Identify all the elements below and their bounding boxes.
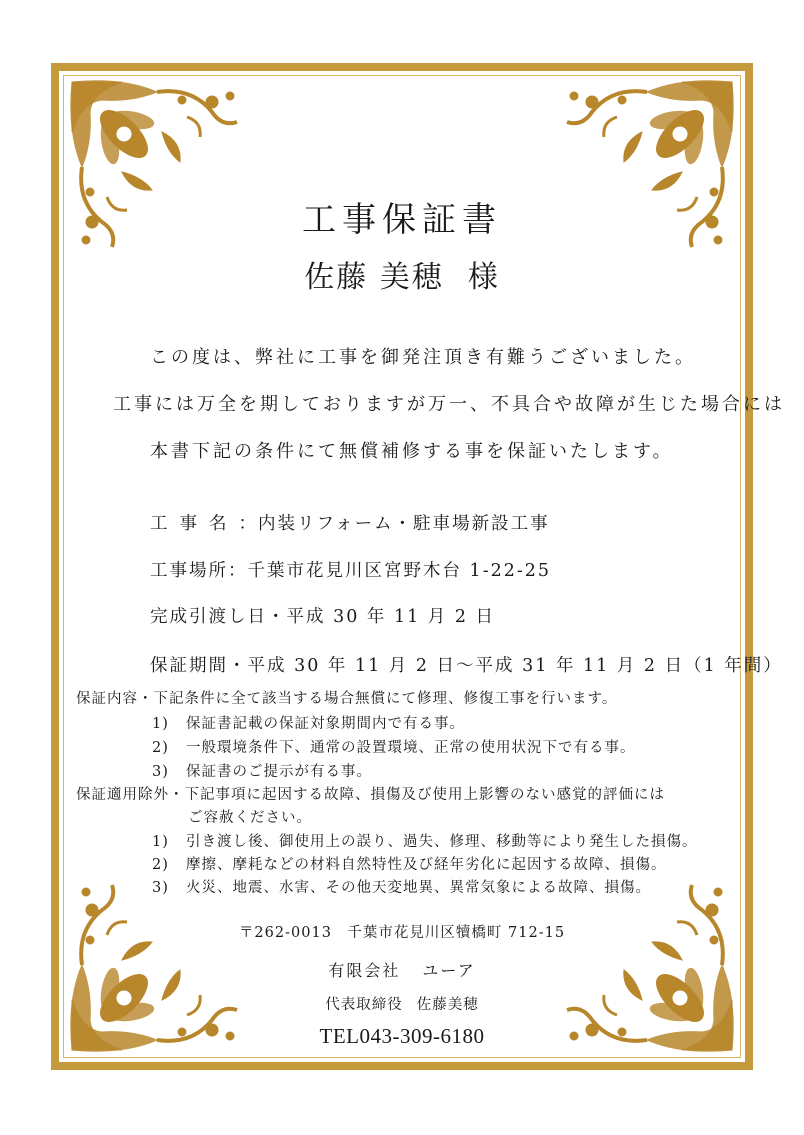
intro-line-3: 本書下記の条件にて無償補修する事を保証いたします。: [150, 441, 674, 462]
coverage-heading: 保証内容・下記条件に全て該当する場合無償にて修理、修復工事を行います。: [76, 691, 618, 707]
location-label: 工事場所: [150, 561, 228, 581]
representative-title: 代表取締役: [325, 997, 403, 1013]
handover-row: [150, 603, 495, 628]
intro-line-2: 工事には万全を期しておりますが万一、不具合や故障が生じた場合には: [113, 394, 785, 415]
period-row: [150, 652, 783, 677]
exclusion-item: 3) 火災、地震、水害、その他天変地異、異常気象による故障、損傷。: [152, 880, 651, 896]
recipient-honorific: 様: [467, 260, 500, 295]
document-title: 工事保証書: [302, 200, 502, 240]
representative-line: [0, 993, 804, 1014]
period-value: ・平成 30 年 11 月 2 日～平成 31 年 11 月 2 日（1 年間）: [228, 656, 783, 676]
exclusions-heading: 保証適用除外・下記事項に起因する故障、損傷及び使用上影響のない感覚的評価には: [76, 787, 665, 803]
recipient-line: [0, 252, 804, 296]
handover-label: 完成引渡し日: [150, 607, 267, 627]
exclusions-heading-continued: ご容赦ください。: [188, 810, 312, 826]
project-name-label: 工事名: [150, 514, 239, 534]
company-phone: TEL043-309-6180: [319, 1024, 485, 1048]
project-name-value: ：内装リフォーム・駐車場新設工事: [238, 514, 550, 534]
exclusion-item: 2) 摩擦、摩耗などの材料自然特性及び経年劣化に起因する故障、損傷。: [152, 857, 667, 873]
location-value: ：千葉市花見川区宮野木台 1-22-25: [228, 561, 552, 581]
company-name: ユーア: [422, 961, 476, 980]
coverage-item: 2) 一般環境条件下、通常の設置環境、正常の使用状況下で有る事。: [152, 740, 636, 756]
location-row: [150, 557, 551, 582]
representative-name: 佐藤美穂: [416, 997, 479, 1013]
coverage-item: 1) 保証書記載の保証対象期間内で有る事。: [152, 716, 465, 732]
handover-value: ・平成 30 年 11 月 2 日: [267, 607, 496, 627]
intro-line-1: この度は、弊社に工事を御発注頂き有難うございました。: [150, 347, 696, 368]
recipient-name: 佐藤 美穂: [304, 260, 444, 295]
coverage-item: 3) 保証書のご提示が有る事。: [152, 764, 372, 780]
company-address: 〒262-0013 千葉市花見川区犢橋町 712-15: [238, 925, 566, 941]
company-name-line: [0, 958, 804, 981]
company-type: 有限会社: [328, 961, 401, 980]
exclusion-item: 1) 引き渡し後、御使用上の誤り、過失、修理、移動等により発生した損傷。: [152, 834, 698, 850]
project-name-row: [150, 510, 550, 535]
period-label: 保証期間: [150, 656, 228, 676]
